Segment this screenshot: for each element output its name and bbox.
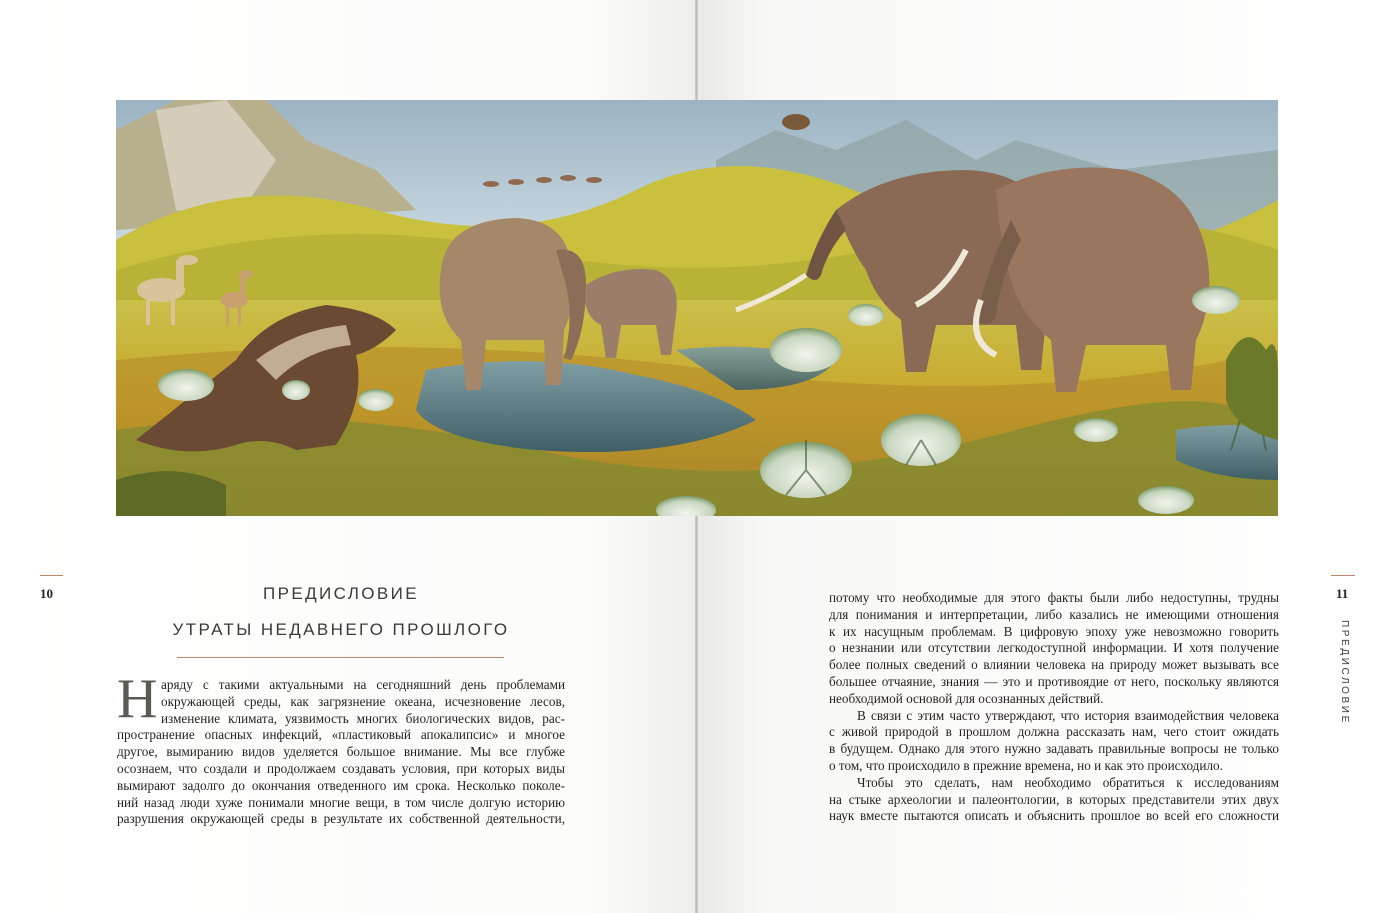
left-text-column (117, 677, 565, 828)
paragraph (117, 677, 565, 828)
text-line: осознаем, что создали и продолжаем создавать условия, при которых виды (117, 760, 565, 776)
drop-cap: Н (117, 668, 158, 730)
text-line: потому что необходимые для этого факты были либо недоступны, трудны (829, 590, 1279, 605)
text-line: разрушения окружающей среды в результате их собственной деятельности, (117, 811, 565, 827)
page-marker-rule-right (1331, 575, 1355, 576)
running-head-text: ПРЕДИСЛОВИЕ (1339, 620, 1350, 725)
text-line: для понимания и интерпретации, либо казались не имеющими отношения (829, 606, 1279, 622)
text-line: аряду с такими актуальными на сегодняшний день проблемами (161, 677, 565, 692)
text-line: ний назад люди хуже понимали многие вещи, в том числе долгую историю (117, 794, 565, 810)
title-divider (177, 657, 504, 658)
text-line: необходимой основой для осознанных действий. (829, 690, 1104, 706)
text-line: к их насущным проблемам. В цифровую эпоху уже невозможно говорить (829, 623, 1279, 639)
text-line: большее отчаяние, знания — это и противоядие от него, поскольку являются (829, 673, 1279, 689)
paragraph (829, 590, 1279, 708)
text-line: с живой природой в прошлом должна рассказать нам, чего стоит ожидать (829, 724, 1279, 740)
running-head (1335, 620, 1351, 725)
text-line: другое, вымиранию видов уделяется большое внимание. Мы все глубже (117, 744, 565, 760)
text-line: более полных сведений о влиянии человека на природу может вызывать все (829, 657, 1279, 673)
chapter-title: УТРАТЫ НЕДАВНЕГО ПРОШЛОГО (172, 620, 510, 639)
text-line: о незнании или отсутствии легкодоступной информации. И хотя получение (829, 640, 1279, 656)
text-line: наук вместе пытаются описать и объяснить прошлое во всей его сложности (829, 808, 1279, 824)
prehistoric-landscape-painting-icon (116, 100, 1278, 516)
page-number-left: 10 (40, 586, 53, 601)
text-line: изменение климата, уязвимость многих биологических видов, рас- (161, 710, 565, 726)
paragraph (829, 775, 1279, 825)
text-line: В связи с этим часто утверждают, что история взаимодействия человека (857, 707, 1279, 723)
page-number-right: 11 (1336, 586, 1349, 601)
page-marker-rule-left (40, 575, 63, 576)
paragraph (829, 708, 1279, 775)
right-text-column (829, 590, 1279, 825)
text-line: окружающей среды, как загрязнение океана, исчезновение лесов, (161, 693, 565, 709)
text-line: на стыке археологии и палеонтологии, в которых представители этих двух (829, 791, 1279, 807)
text-line: вымирают задолго до окончания отведенного им срока. Несколько поколе- (117, 777, 565, 793)
text-line: пространение опасных инфекций, «пластиковый апокалипсис» и многое (117, 727, 565, 743)
illustration (116, 100, 1278, 516)
text-line: Чтобы это сделать, нам необходимо обратиться к исследованиям (857, 774, 1279, 790)
text-line: в будущем. Однако для этого нужно задавать правильные вопросы не только (829, 741, 1279, 757)
text-line: о том, что происходило в прежние времена, но и как это происходило. (829, 757, 1223, 773)
chapter-label: ПРЕДИСЛОВИЕ (262, 584, 420, 603)
